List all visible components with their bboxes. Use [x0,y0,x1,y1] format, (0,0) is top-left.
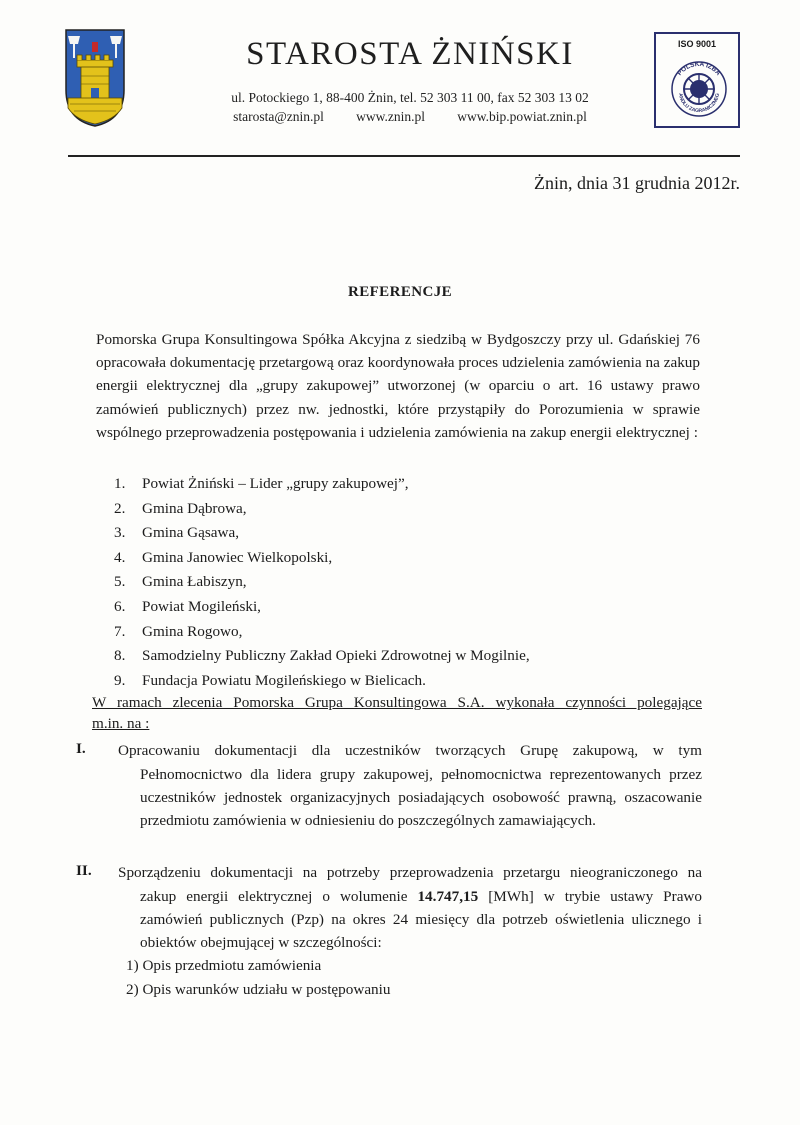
intro-paragraph: Pomorska Grupa Konsultingowa Spółka Akcyjna z siedzibą w Bydgoszczy przy ul. Gdańskiej 76 opracowała dokumentację przetargową oraz koordynowała proces udzielenia zamówienia na zakup energii elektrycznej dla „grupy zakupowej” utworzonej (w oparciu o art. 16 ustawy prawo zamówień publicznych) przez nw. jednostki, które przystąpiły do Porozumienia w sprawie wspólnego przeprowadzenia postępowania i udzielenia zamówienia na zakup energii elektrycznej : [96,331,700,441]
iso-certificate-badge [654,32,740,128]
section-first-line: Opracowaniu dokumentacji dla uczestników tworzących Grupę zakupową, w tym [118,742,702,759]
office-address: ul. Potockiego 1, 88-400 Żnin, tel. 52 303 11 00, fax 52 303 13 02 [231,90,589,105]
sub-item: 1) Opis przedmiotu zamówienia [126,957,322,974]
office-contacts [190,109,630,125]
list-item: 1. Powiat Żniński – Lider „grupy zakupowej”, [114,475,409,492]
section-first-line: Sporządzeniu dokumentacji na potrzeby przeprowadzenia przetargu nieograniczonego na [118,864,702,881]
website-link[interactable]: www.znin.pl [356,109,426,124]
list-item: 7. Gmina Rogowo, [114,622,243,640]
section-numeral: II. [76,862,92,879]
section-body: zakup energii elektrycznej o wolumenie 14.747,15 [MWh] w trybie ustawy Prawo zamówień publicznych (Pzp) na okres 24 miesięcy dla potrzeb oświetlenia ulicznego i obiektów obejmującej w szczególności: [140,888,702,951]
list-item: 8. Samodzielny Publiczny Zakład Opieki Zdrowotnej w Mogilnie, [114,647,530,665]
list-item: 9. Fundacja Powiatu Mogileńskiego w Bielicach. [114,671,426,689]
section-body: Pełnomocnictwo dla lidera grupy zakupowej, pełnomocnictwa reprezentowanych przez uczestników jednostek organizacyjnych posiadających osobowość prawną, oszacowanie przedmiotu zamówienia w odniesieniu do poszczególnych zamawiających. [140,766,702,829]
bip-link[interactable]: www.bip.powiat.znin.pl [457,109,587,124]
iso-label: ISO 9001 [677,39,717,49]
volume-value: 14.747,15 [417,888,479,905]
list-item: 3. Gmina Gąsawa, [114,524,239,542]
list-item: 2. Gmina Dąbrowa, [114,499,247,517]
organization-list [114,472,674,693]
header-divider [68,155,740,157]
section-numeral: I. [76,740,86,757]
document-heading: REFERENCJE [347,284,452,300]
list-item: 6. Powiat Mogileński, [114,597,261,615]
list-item: 5. Gmina Łabiszyn, [114,573,247,591]
document-date: Żnin, dnia 31 grudnia 2012r. [534,173,740,193]
coat-of-arms-emblem [64,28,126,128]
office-title: STAROSTA ŻNIŃSKI [246,36,574,72]
scope-line-1: W ramach zlecenia Pomorska Grupa Konsultingowa S.A. wykonała czynności polegające [92,694,702,711]
sub-item: 2) Opis warunków udziału w postępowaniu [126,981,391,998]
scope-statement [92,692,702,734]
list-item: 4. Gmina Janowiec Wielkopolski, [114,548,333,566]
iso-chamber-seal-icon [670,56,728,122]
email-link[interactable]: starosta@znin.pl [233,109,324,124]
iso-ring-top-text: POLSKA IZBA [676,60,722,78]
iso-ring-bottom-text: ANDLU ZAGRANICZNEG [676,92,721,115]
scope-line-2: m.in. na : [92,715,150,732]
